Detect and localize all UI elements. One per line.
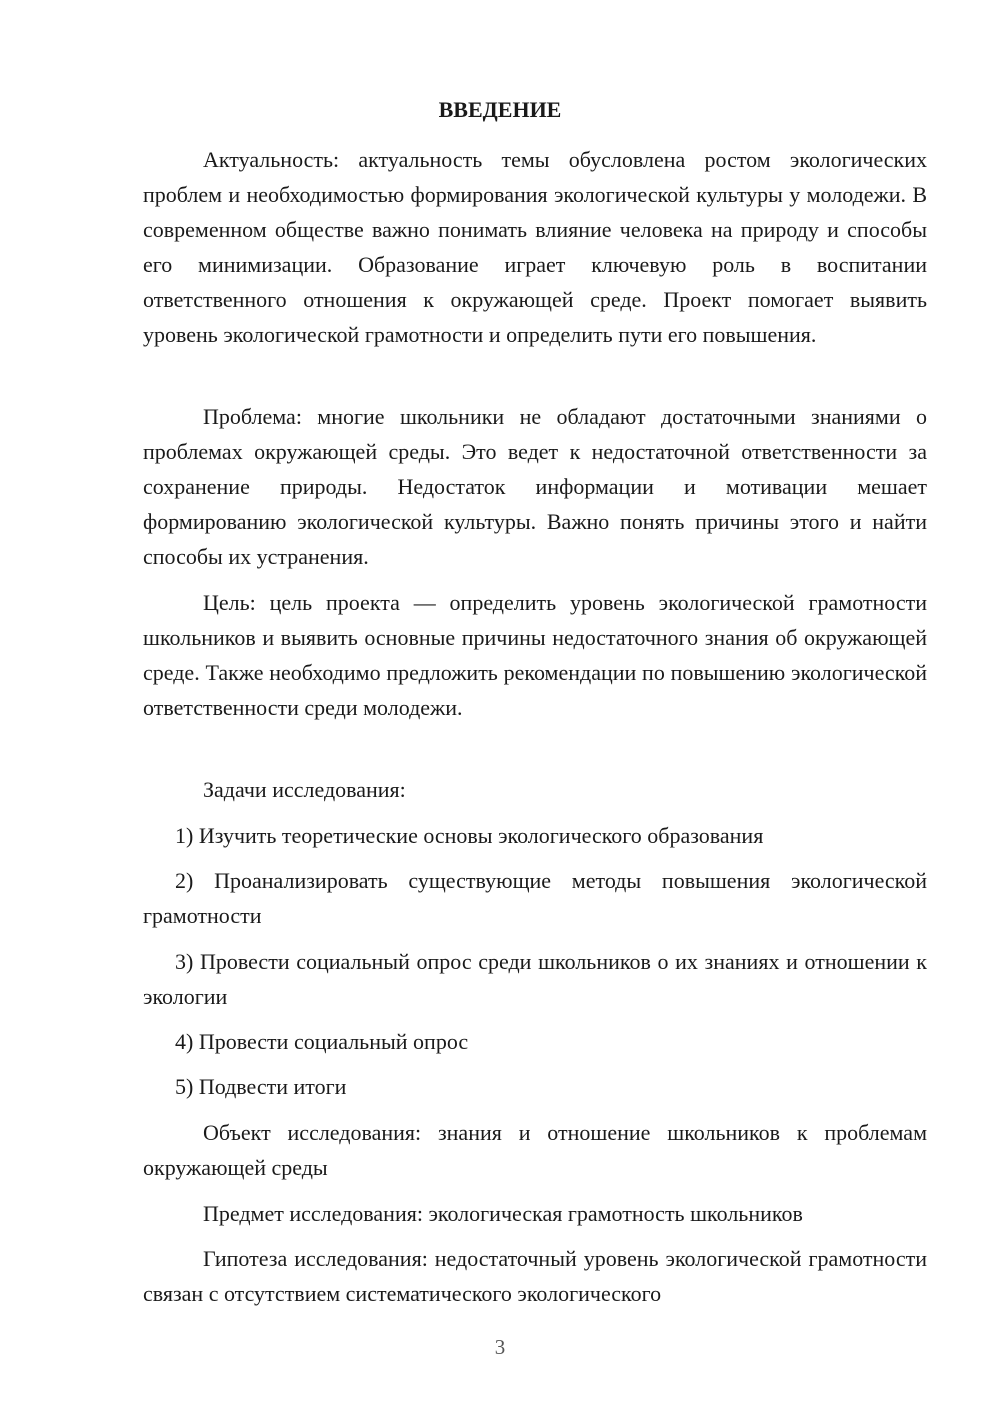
paragraph-subject: Предмет исследования: экологическая грамотность школьников <box>203 1201 803 1226</box>
paragraph-hypothesis: Гипотеза исследования: недостаточный уровень экологической грамотности связан с отсутствием систематического экологического <box>143 1246 927 1306</box>
task-item-2: 2) Проанализировать существующие методы повышения экологической грамотности <box>143 868 927 928</box>
task-item-5: 5) Подвести итоги <box>175 1074 347 1099</box>
paragraph-relevance: Актуальность: актуальность темы обусловлена ростом экологических проблем и необходимостью формирования экологической культуры у молодежи. В современном обществе важно понимать влияние человека на природу и способы его минимизации. Образование играет ключевую роль в воспитании ответственного отношения к окружающей среде. Проект помогает выявить уровень экологической грамотности и определить пути его повышения. <box>143 147 927 347</box>
paragraph-object: Объект исследования: знания и отношение школьников к проблемам окружающей среды <box>143 1120 927 1180</box>
page-title: ВВЕДЕНИЕ <box>438 97 562 122</box>
paragraph-goal: Цель: цель проекта — определить уровень экологической грамотности школьников и выявить основные причины недостаточного знания об окружающей среде. Также необходимо предложить рекомендации по повышению экологической ответственности среди молодежи. <box>143 590 927 720</box>
tasks-heading: Задачи исследования: <box>203 777 406 802</box>
task-item-3: 3) Провести социальный опрос среди школьников о их знаниях и отношении к экологии <box>143 949 927 1009</box>
paragraph-problem: Проблема: многие школьники не обладают достаточными знаниями о проблемах окружающей среды. Это ведет к недостаточной ответственности за сохранение природы. Недостаток информации и мотивации мешает формированию экологической культуры. Важно понять причины этого и найти способы их устранения. <box>143 404 927 569</box>
task-item-4: 4) Провести социальный опрос <box>175 1029 469 1054</box>
task-item-1: 1) Изучить теоретические основы экологического образования <box>175 823 764 848</box>
page-number: 3 <box>494 1335 506 1359</box>
